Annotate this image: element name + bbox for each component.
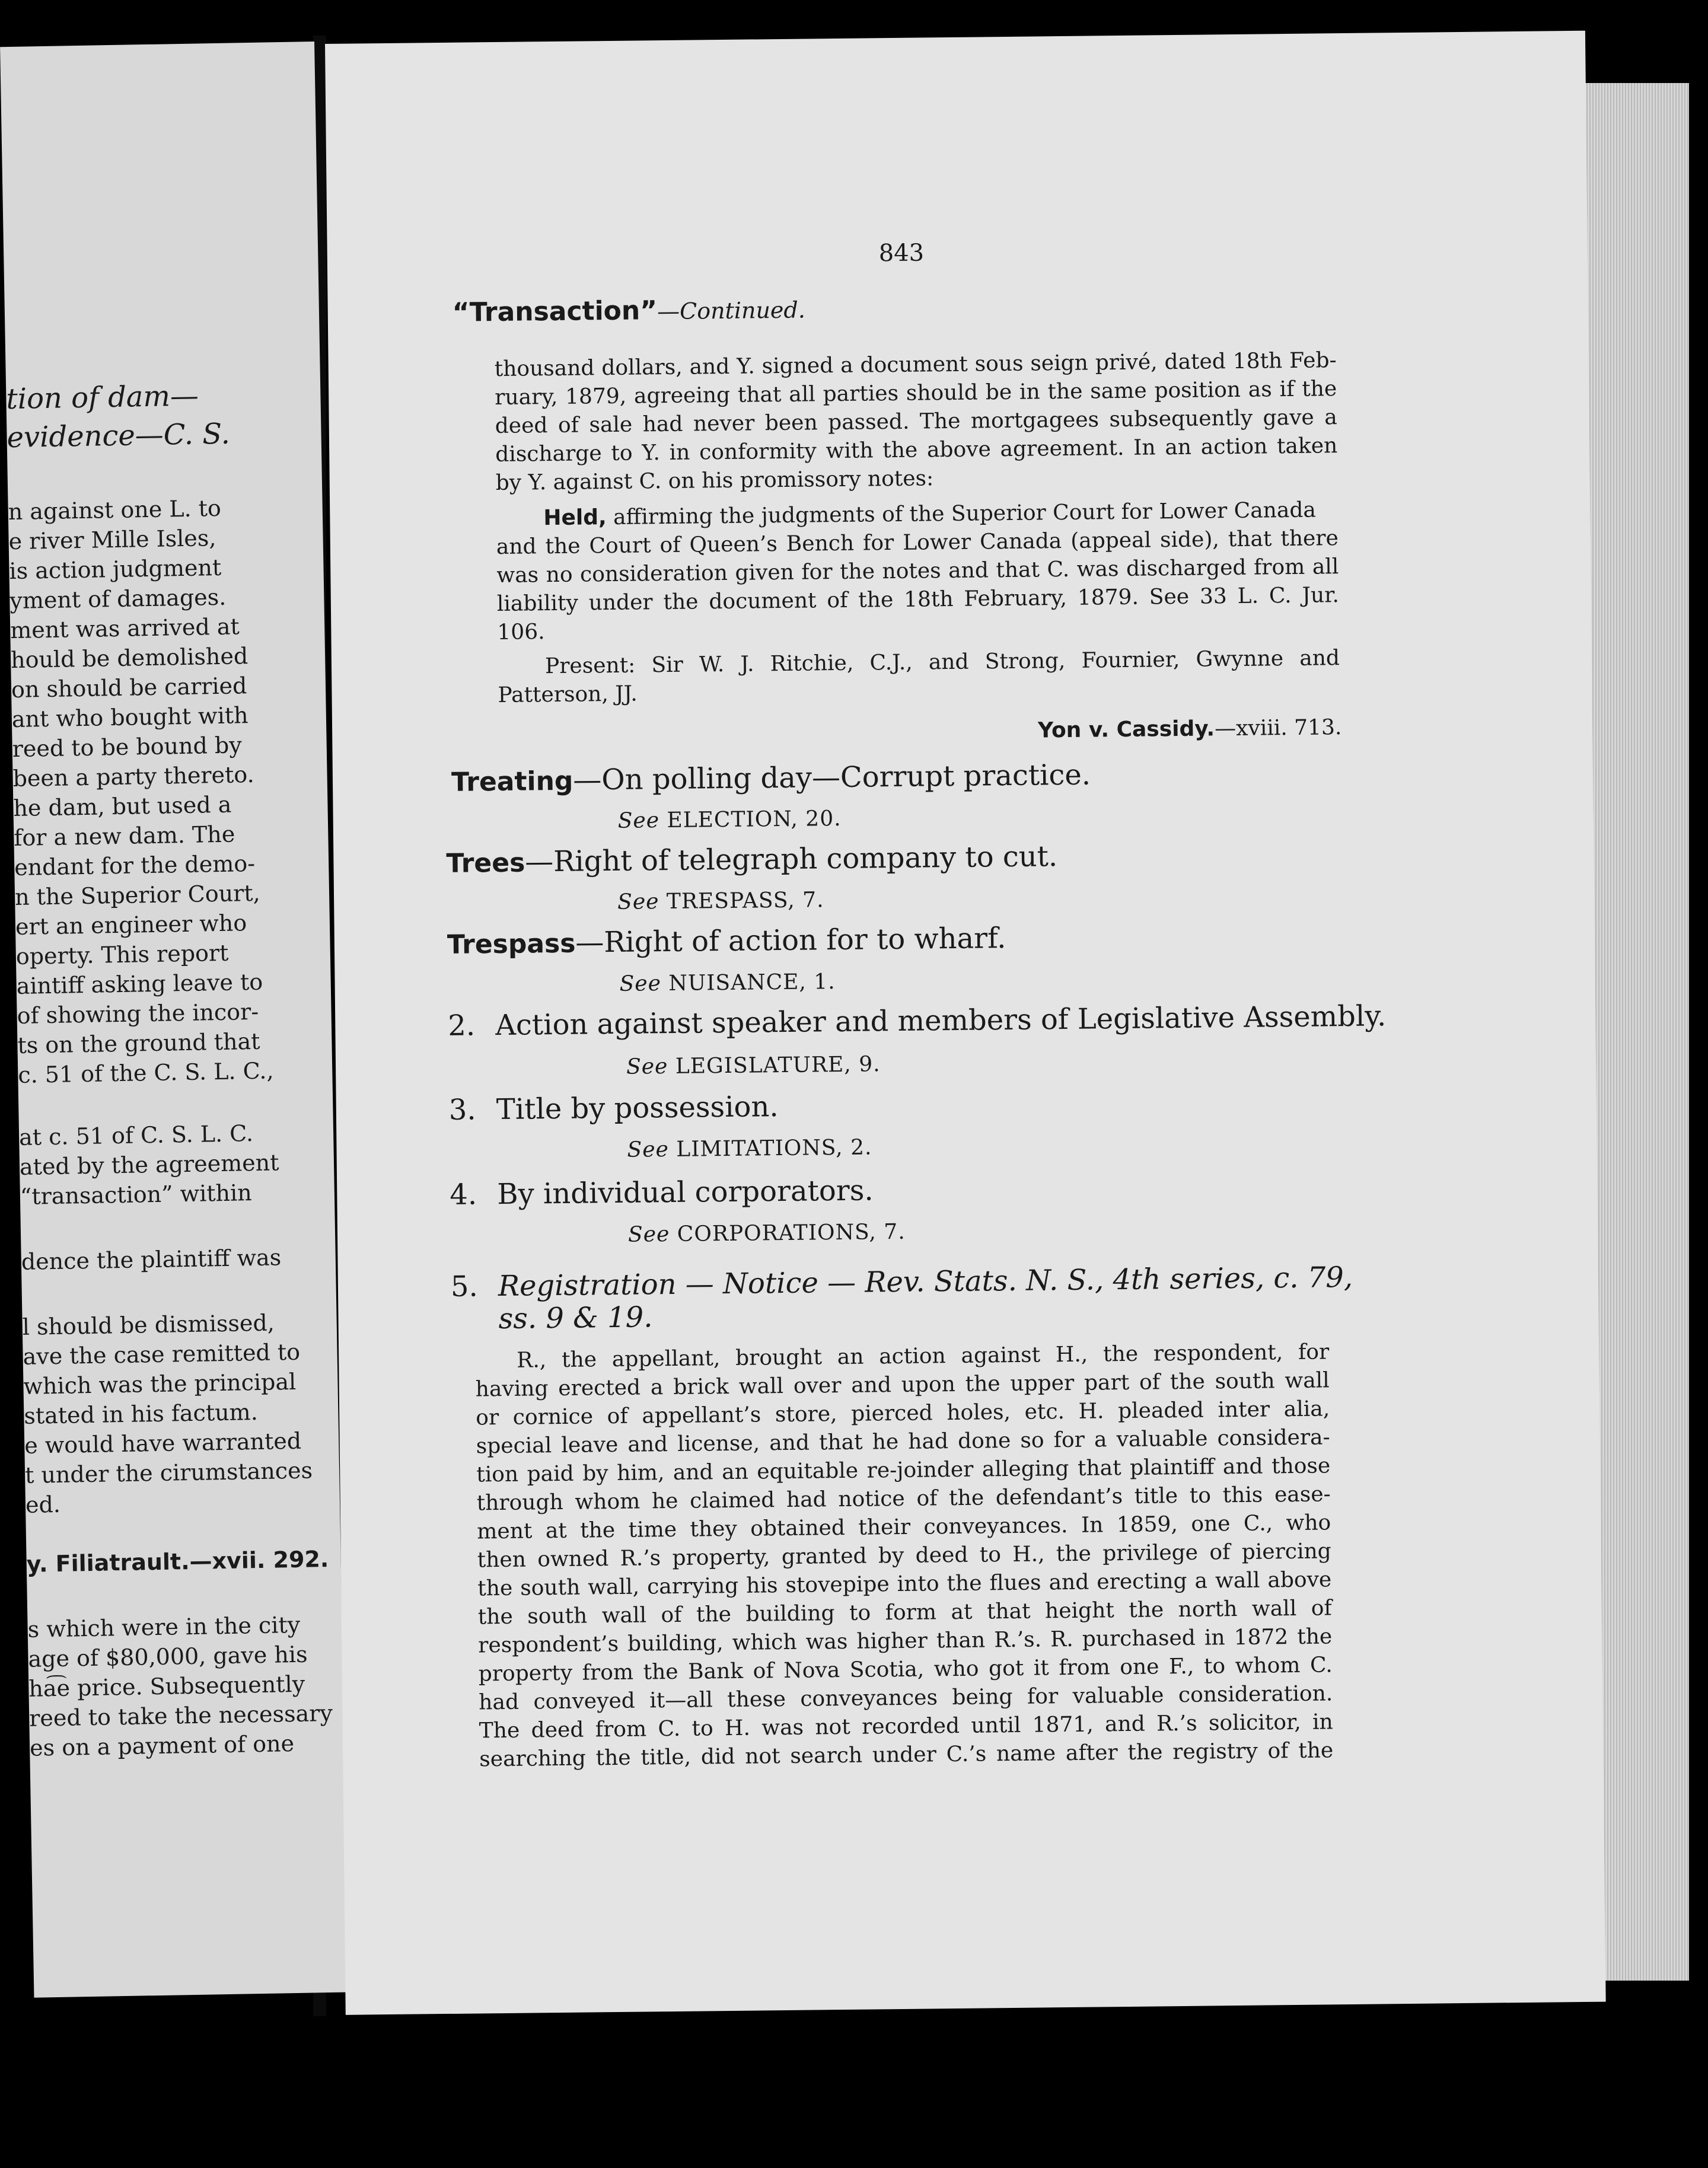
left-line: operty. This report	[15, 939, 229, 970]
held-line: affirming the judgments of the Superior Court for Lower Canada	[606, 498, 1317, 530]
see-reference	[619, 970, 835, 996]
left-line: he dam, but used a	[13, 791, 232, 822]
registration-paragraph	[475, 1338, 1333, 1774]
entry-term: Trees	[446, 847, 525, 879]
text-line: discharge to Y. in conformity with the above agreement. In an action taken	[495, 433, 1338, 467]
entry-description: —Right of telegraph company to cut.	[524, 840, 1058, 879]
text-line: the south wall of the building to form at that height the north wall of	[477, 1596, 1332, 1630]
left-line: es on a payment of one	[29, 1730, 295, 1761]
left-line: of showing the incor-	[17, 998, 259, 1029]
sub-entry	[448, 999, 1386, 1042]
text-line: had conveyed it—all these conveyances being for valuable consideration.	[479, 1681, 1333, 1715]
index-entry	[451, 758, 1091, 798]
held-lead: Held,	[543, 505, 607, 531]
text-line: through whom he claimed had notice of the defendant’s title to this ease-	[476, 1482, 1331, 1516]
sub-entry	[449, 1090, 779, 1127]
see-label: See	[626, 1054, 668, 1079]
text-line: having erected a brick wall over and upon the upper part of the south wall	[475, 1368, 1330, 1402]
left-line: reed to be bound by	[12, 732, 243, 763]
see-target: CORPORATIONS, 7.	[677, 1219, 906, 1246]
left-line: ment was arrived at	[9, 613, 240, 644]
left-line: for a new dam. The	[13, 821, 235, 852]
left-heading: evidence—C. S.	[7, 417, 231, 455]
text-line: searching the title, did not search under C.’s name after the registry of the	[479, 1738, 1334, 1772]
see-reference	[618, 806, 842, 833]
left-line: e river Mille Isles,	[8, 525, 216, 555]
running-head-term: “Transaction”	[452, 295, 658, 328]
case-name: Yon v. Cassidy.	[1037, 716, 1215, 743]
left-line: dence the plaintiff was	[21, 1244, 282, 1275]
left-line: ave the case remitted to	[23, 1338, 301, 1370]
entry-term: Trespass	[447, 928, 576, 960]
text-line: thousand dollars, and Y. signed a document sous seign privé, dated 18th Feb-	[494, 348, 1337, 382]
left-line: on should be carried	[11, 672, 247, 703]
sub-entry-text: Registration — Notice — Rev. Stats. N. S., 4th series, c. 79,	[498, 1260, 1353, 1303]
text-line: R., the appellant, brought an action against H., the respondent, for	[517, 1340, 1330, 1373]
left-facing-page	[0, 42, 348, 1998]
see-target: LEGISLATURE, 9.	[675, 1052, 881, 1079]
left-line: ha͡e price. Subsequently	[28, 1670, 305, 1702]
sub-entry-number: 4.	[450, 1178, 477, 1211]
left-line: n against one L. to	[8, 495, 222, 525]
index-entry	[446, 840, 1057, 879]
see-label: See	[617, 808, 660, 833]
text-line: ment at the time they obtained their conveyances. In 1859, one C., who	[477, 1510, 1331, 1544]
entry-description: —On polling day—Corrupt practice.	[573, 758, 1091, 797]
right-page	[325, 31, 1606, 2015]
text-line: ruary, 1879, agreeing that all parties should be in the same position as if the	[495, 377, 1337, 410]
entry-description: —Right of action for to wharf.	[575, 922, 1006, 959]
case-ref: —xviii. 713.	[1214, 715, 1342, 741]
left-line: ert an engineer who	[15, 910, 247, 940]
sub-entry-text: Title by possession.	[496, 1090, 779, 1127]
text-line: special leave and license, and that he had done so for a valuable considera-	[476, 1425, 1330, 1459]
sub-entry-number: 3.	[448, 1093, 476, 1127]
left-citation: y. Filiatrault.—xvii. 292.	[26, 1545, 329, 1577]
left-line: c. 51 of the C. S. L. C.,	[17, 1057, 274, 1088]
left-line: aintiff asking leave to	[16, 968, 263, 1000]
left-line: stated in his factum.	[23, 1399, 259, 1429]
sub-entry	[451, 1261, 1353, 1303]
running-head-continued: —Continued.	[657, 296, 806, 325]
held-paragraph	[496, 496, 1339, 647]
see-reference	[626, 1052, 881, 1079]
text-line: respondent’s building, which was higher than R.’s. R. purchased in 1872 the	[478, 1624, 1333, 1658]
see-target: ELECTION, 20.	[667, 806, 842, 833]
left-line: e would have warranted	[24, 1427, 302, 1459]
text-line: liability under the document of the 18th February, 1879. See 33 L. C. Jur. 106.	[496, 583, 1340, 645]
left-line: hould be demolished	[10, 643, 248, 674]
present-paragraph	[498, 644, 1340, 710]
left-line: t under the cirumstances	[24, 1457, 313, 1488]
page-number: 843	[878, 239, 925, 267]
text-line: deed of sale had never been passed. The mortgagees subsequently gave a	[495, 405, 1337, 439]
sub-entry-text: By individual corporators.	[497, 1174, 874, 1211]
text-line: was no consideration given for the notes and that C. was discharged from all	[496, 554, 1339, 588]
left-line: s which were in the city	[27, 1611, 301, 1643]
text-line: The deed from C. to H. was not recorded until 1871, and R.’s solicitor, in	[479, 1710, 1333, 1743]
see-reference	[628, 1220, 906, 1247]
sub-entry-text: Action against speaker and members of Legislative Assembly.	[495, 999, 1387, 1042]
left-line: ated by the agreement	[19, 1149, 279, 1180]
left-line: which was the principal	[23, 1368, 297, 1399]
case-citation	[1038, 715, 1342, 742]
left-line: been a party thereto.	[12, 761, 254, 792]
text-line: the south wall, carrying his stovepipe into the flues and erecting a wall above	[477, 1567, 1332, 1601]
see-label: See	[627, 1137, 670, 1162]
left-line: “transaction” within	[20, 1179, 253, 1210]
see-target: TRESPASS, 7.	[666, 888, 824, 914]
text-line: tion paid by him, and an equitable re-joinder alleging that plaintiff and those	[476, 1453, 1331, 1487]
left-line: yment of damages.	[9, 584, 227, 614]
left-line: ed.	[25, 1491, 61, 1518]
left-line: is action judgment	[9, 554, 222, 585]
index-entry	[447, 922, 1006, 961]
text-line: then owned R.’s property, granted by deed to H., the privilege of piercing	[477, 1539, 1331, 1573]
left-line: l should be dismissed,	[22, 1309, 275, 1340]
see-label: See	[619, 971, 662, 996]
see-target: NUISANCE, 1.	[668, 970, 836, 996]
see-label: See	[617, 889, 659, 914]
see-reference	[617, 888, 824, 914]
transaction-paragraph	[495, 346, 1338, 498]
see-target: LIMITATIONS, 2.	[676, 1135, 872, 1162]
left-heading: tion of dam—	[5, 379, 199, 416]
left-line: reed to take the necessary	[28, 1700, 333, 1732]
text-line: Present: Sir W. J. Ritchie, C.J., and Strong, Fournier, Gwynne and	[544, 646, 1340, 679]
left-line: n the Superior Court,	[14, 879, 261, 911]
text-line: and the Court of Queen’s Bench for Lower Canada (appeal side), that there	[496, 526, 1339, 560]
running-head	[452, 294, 805, 328]
sub-entry-number: 2.	[448, 1009, 476, 1042]
sub-entry-continuation: ss. 9 & 19.	[498, 1300, 653, 1336]
text-line: Patterson, JJ.	[498, 681, 638, 708]
left-line: ant who bought with	[11, 702, 248, 733]
sub-entry-number: 5.	[450, 1270, 479, 1303]
left-line: age of $80,000, gave his	[28, 1641, 308, 1672]
see-reference	[627, 1135, 872, 1162]
left-line: at c. 51 of C. S. L. C.	[18, 1120, 254, 1150]
sub-entry	[450, 1174, 874, 1211]
text-line: by Y. against C. on his promissory notes:	[495, 466, 934, 496]
text-line: property from the Bank of Nova Scotia, who got it from one F., to whom C.	[478, 1653, 1333, 1686]
entry-term: Treating	[451, 766, 573, 798]
left-line: endant for the demo-	[14, 850, 256, 881]
left-line: ts on the ground that	[17, 1028, 260, 1059]
see-label: See	[627, 1222, 670, 1247]
text-line: or cornice of appellant’s store, pierced holes, etc. H. pleaded inter alia,	[476, 1397, 1330, 1430]
